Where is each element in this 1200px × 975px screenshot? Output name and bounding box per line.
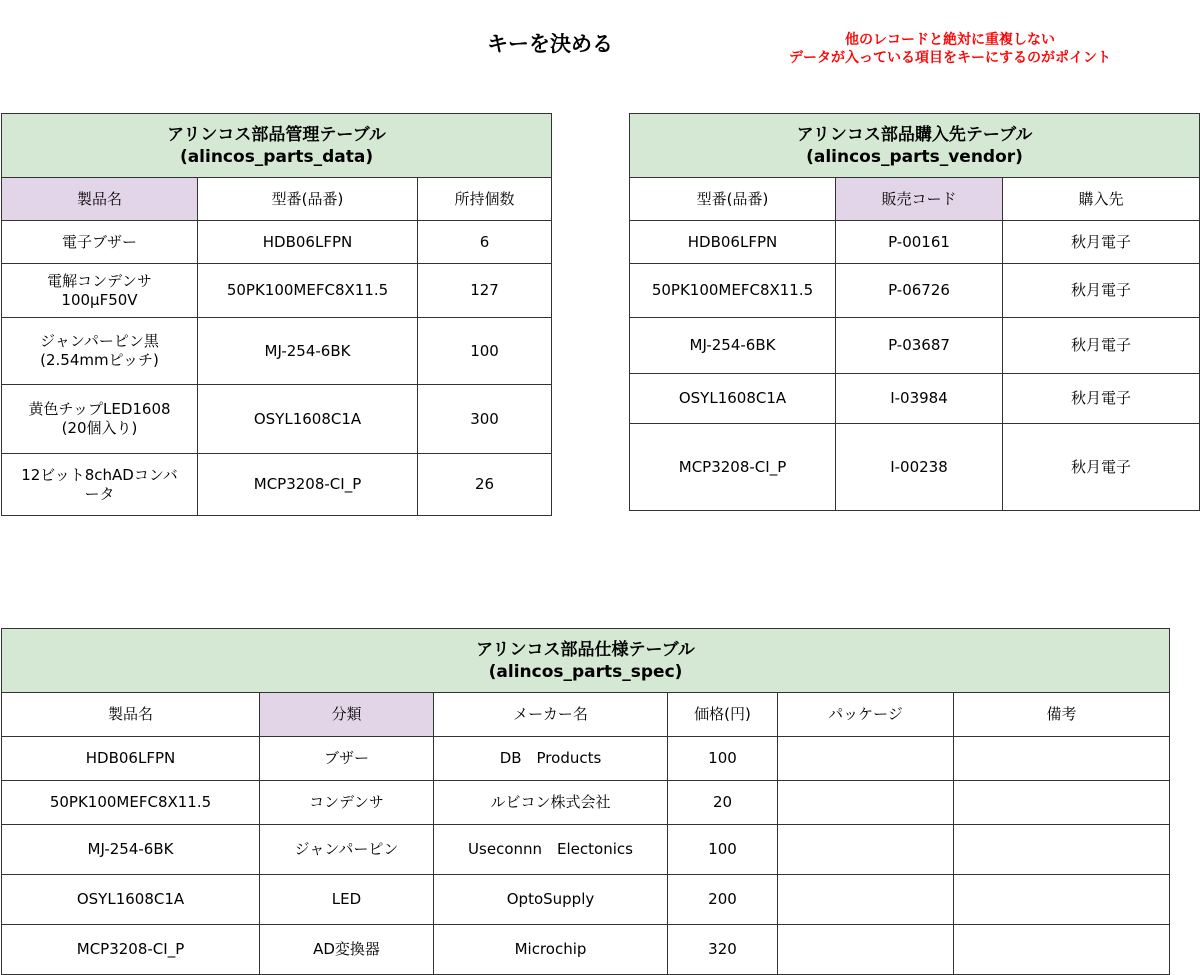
column-header-price: 価格(円) [668, 693, 778, 737]
table-cell: I-00238 [836, 424, 1003, 511]
key-note [720, 31, 1180, 67]
table-row [630, 264, 1200, 318]
table-cell: 秋月電子 [1003, 318, 1200, 374]
table-cell: 黄色チップLED1608 (20個入り) [2, 385, 198, 454]
parts-data-table-subtitle: (alincos_parts_data) [179, 146, 374, 167]
table-cell: 100 [418, 318, 552, 385]
parts-vendor-table-subtitle: (alincos_parts_vendor) [806, 146, 1023, 167]
table-row [2, 925, 1170, 975]
table-cell: 12ビット8chADコンバ ータ [2, 454, 198, 516]
parts-spec-table [1, 628, 1170, 975]
table-cell: 100 [668, 825, 778, 875]
table-cell: OSYL1608C1A [630, 374, 836, 424]
table-cell: 127 [418, 264, 552, 318]
table-row [2, 221, 552, 264]
parts-data-table-header [2, 114, 552, 178]
table-cell: I-03984 [836, 374, 1003, 424]
table-row [630, 424, 1200, 511]
column-header-category: 分類 [260, 693, 434, 737]
table-cell: OSYL1608C1A [198, 385, 418, 454]
table-cell: HDB06LFPN [198, 221, 418, 264]
table-cell [778, 737, 954, 781]
column-header-vendor: 購入先 [1003, 178, 1200, 221]
column-header-quantity: 所持個数 [418, 178, 552, 221]
table-cell: MJ-254-6BK [198, 318, 418, 385]
table-row [630, 221, 1200, 264]
table-cell: ブザー [260, 737, 434, 781]
table-cell: MCP3208-CI_P [2, 925, 260, 975]
table-cell: 20 [668, 781, 778, 825]
table-cell [778, 875, 954, 925]
table-row [2, 454, 552, 516]
parts-spec-table-title: アリンコス部品仕様テーブル [476, 639, 695, 660]
table-row [630, 318, 1200, 374]
table-cell: 電解コンデンサ 100μF50V [2, 264, 198, 318]
parts-vendor-table-title: アリンコス部品購入先テーブル [796, 124, 1033, 145]
table-cell: 50PK100MEFC8X11.5 [2, 781, 260, 825]
table-cell: ルビコン株式会社 [434, 781, 668, 825]
table-cell: OSYL1608C1A [2, 875, 260, 925]
parts-vendor-table [629, 113, 1200, 511]
table-cell: LED [260, 875, 434, 925]
table-cell: 秋月電子 [1003, 221, 1200, 264]
table-cell: 6 [418, 221, 552, 264]
table-cell: 320 [668, 925, 778, 975]
table-cell: 50PK100MEFC8X11.5 [198, 264, 418, 318]
table-cell: 秋月電子 [1003, 374, 1200, 424]
table-cell: HDB06LFPN [2, 737, 260, 781]
table-row [2, 737, 1170, 781]
table-row [2, 781, 1170, 825]
column-header-product-name: 製品名 [2, 693, 260, 737]
table-row [2, 875, 1170, 925]
table-cell [778, 825, 954, 875]
table-cell: 50PK100MEFC8X11.5 [630, 264, 836, 318]
table-cell [954, 737, 1170, 781]
column-header-model-number: 型番(品番) [198, 178, 418, 221]
table-cell: 300 [418, 385, 552, 454]
column-header-product-name: 製品名 [2, 178, 198, 221]
table-cell [954, 825, 1170, 875]
parts-spec-table-header [2, 629, 1170, 693]
table-cell [778, 781, 954, 825]
table-cell [954, 875, 1170, 925]
column-header-model-number: 型番(品番) [630, 178, 836, 221]
table-cell: MJ-254-6BK [2, 825, 260, 875]
table-cell: Useconnn Electonics [434, 825, 668, 875]
page-title: キーを決める [487, 32, 613, 56]
parts-data-table [1, 113, 552, 516]
table-cell: OptoSupply [434, 875, 668, 925]
column-header-sales-code: 販売コード [836, 178, 1003, 221]
table-cell: ジャンパーピン [260, 825, 434, 875]
table-cell: P-00161 [836, 221, 1003, 264]
table-cell: AD変換器 [260, 925, 434, 975]
parts-data-table-title: アリンコス部品管理テーブル [167, 124, 386, 145]
table-cell: MJ-254-6BK [630, 318, 836, 374]
parts-vendor-table-header [630, 114, 1200, 178]
table-cell: HDB06LFPN [630, 221, 836, 264]
table-cell: 200 [668, 875, 778, 925]
table-cell [954, 925, 1170, 975]
table-row [630, 374, 1200, 424]
table-cell: 26 [418, 454, 552, 516]
table-cell: ジャンパーピン黒 (2.54mmピッチ) [2, 318, 198, 385]
column-header-package: パッケージ [778, 693, 954, 737]
table-cell: Microchip [434, 925, 668, 975]
table-cell [954, 781, 1170, 825]
table-cell: 秋月電子 [1003, 264, 1200, 318]
table-cell: 電子ブザー [2, 221, 198, 264]
key-note-line-2: データが入っている項目をキーにするのがポイント [789, 50, 1111, 66]
table-row [2, 825, 1170, 875]
table-row [2, 264, 552, 318]
table-cell: コンデンサ [260, 781, 434, 825]
table-cell: MCP3208-CI_P [630, 424, 836, 511]
column-header-maker: メーカー名 [434, 693, 668, 737]
column-header-remarks: 備考 [954, 693, 1170, 737]
table-cell: P-06726 [836, 264, 1003, 318]
parts-spec-table-subtitle: (alincos_parts_spec) [488, 661, 683, 682]
table-cell: 秋月電子 [1003, 424, 1200, 511]
table-cell [778, 925, 954, 975]
table-cell: 100 [668, 737, 778, 781]
table-cell: P-03687 [836, 318, 1003, 374]
table-row [2, 318, 552, 385]
table-cell: MCP3208-CI_P [198, 454, 418, 516]
table-cell: DB Products [434, 737, 668, 781]
table-row [2, 385, 552, 454]
key-note-line-1: 他のレコードと絶対に重複しない [845, 32, 1055, 48]
